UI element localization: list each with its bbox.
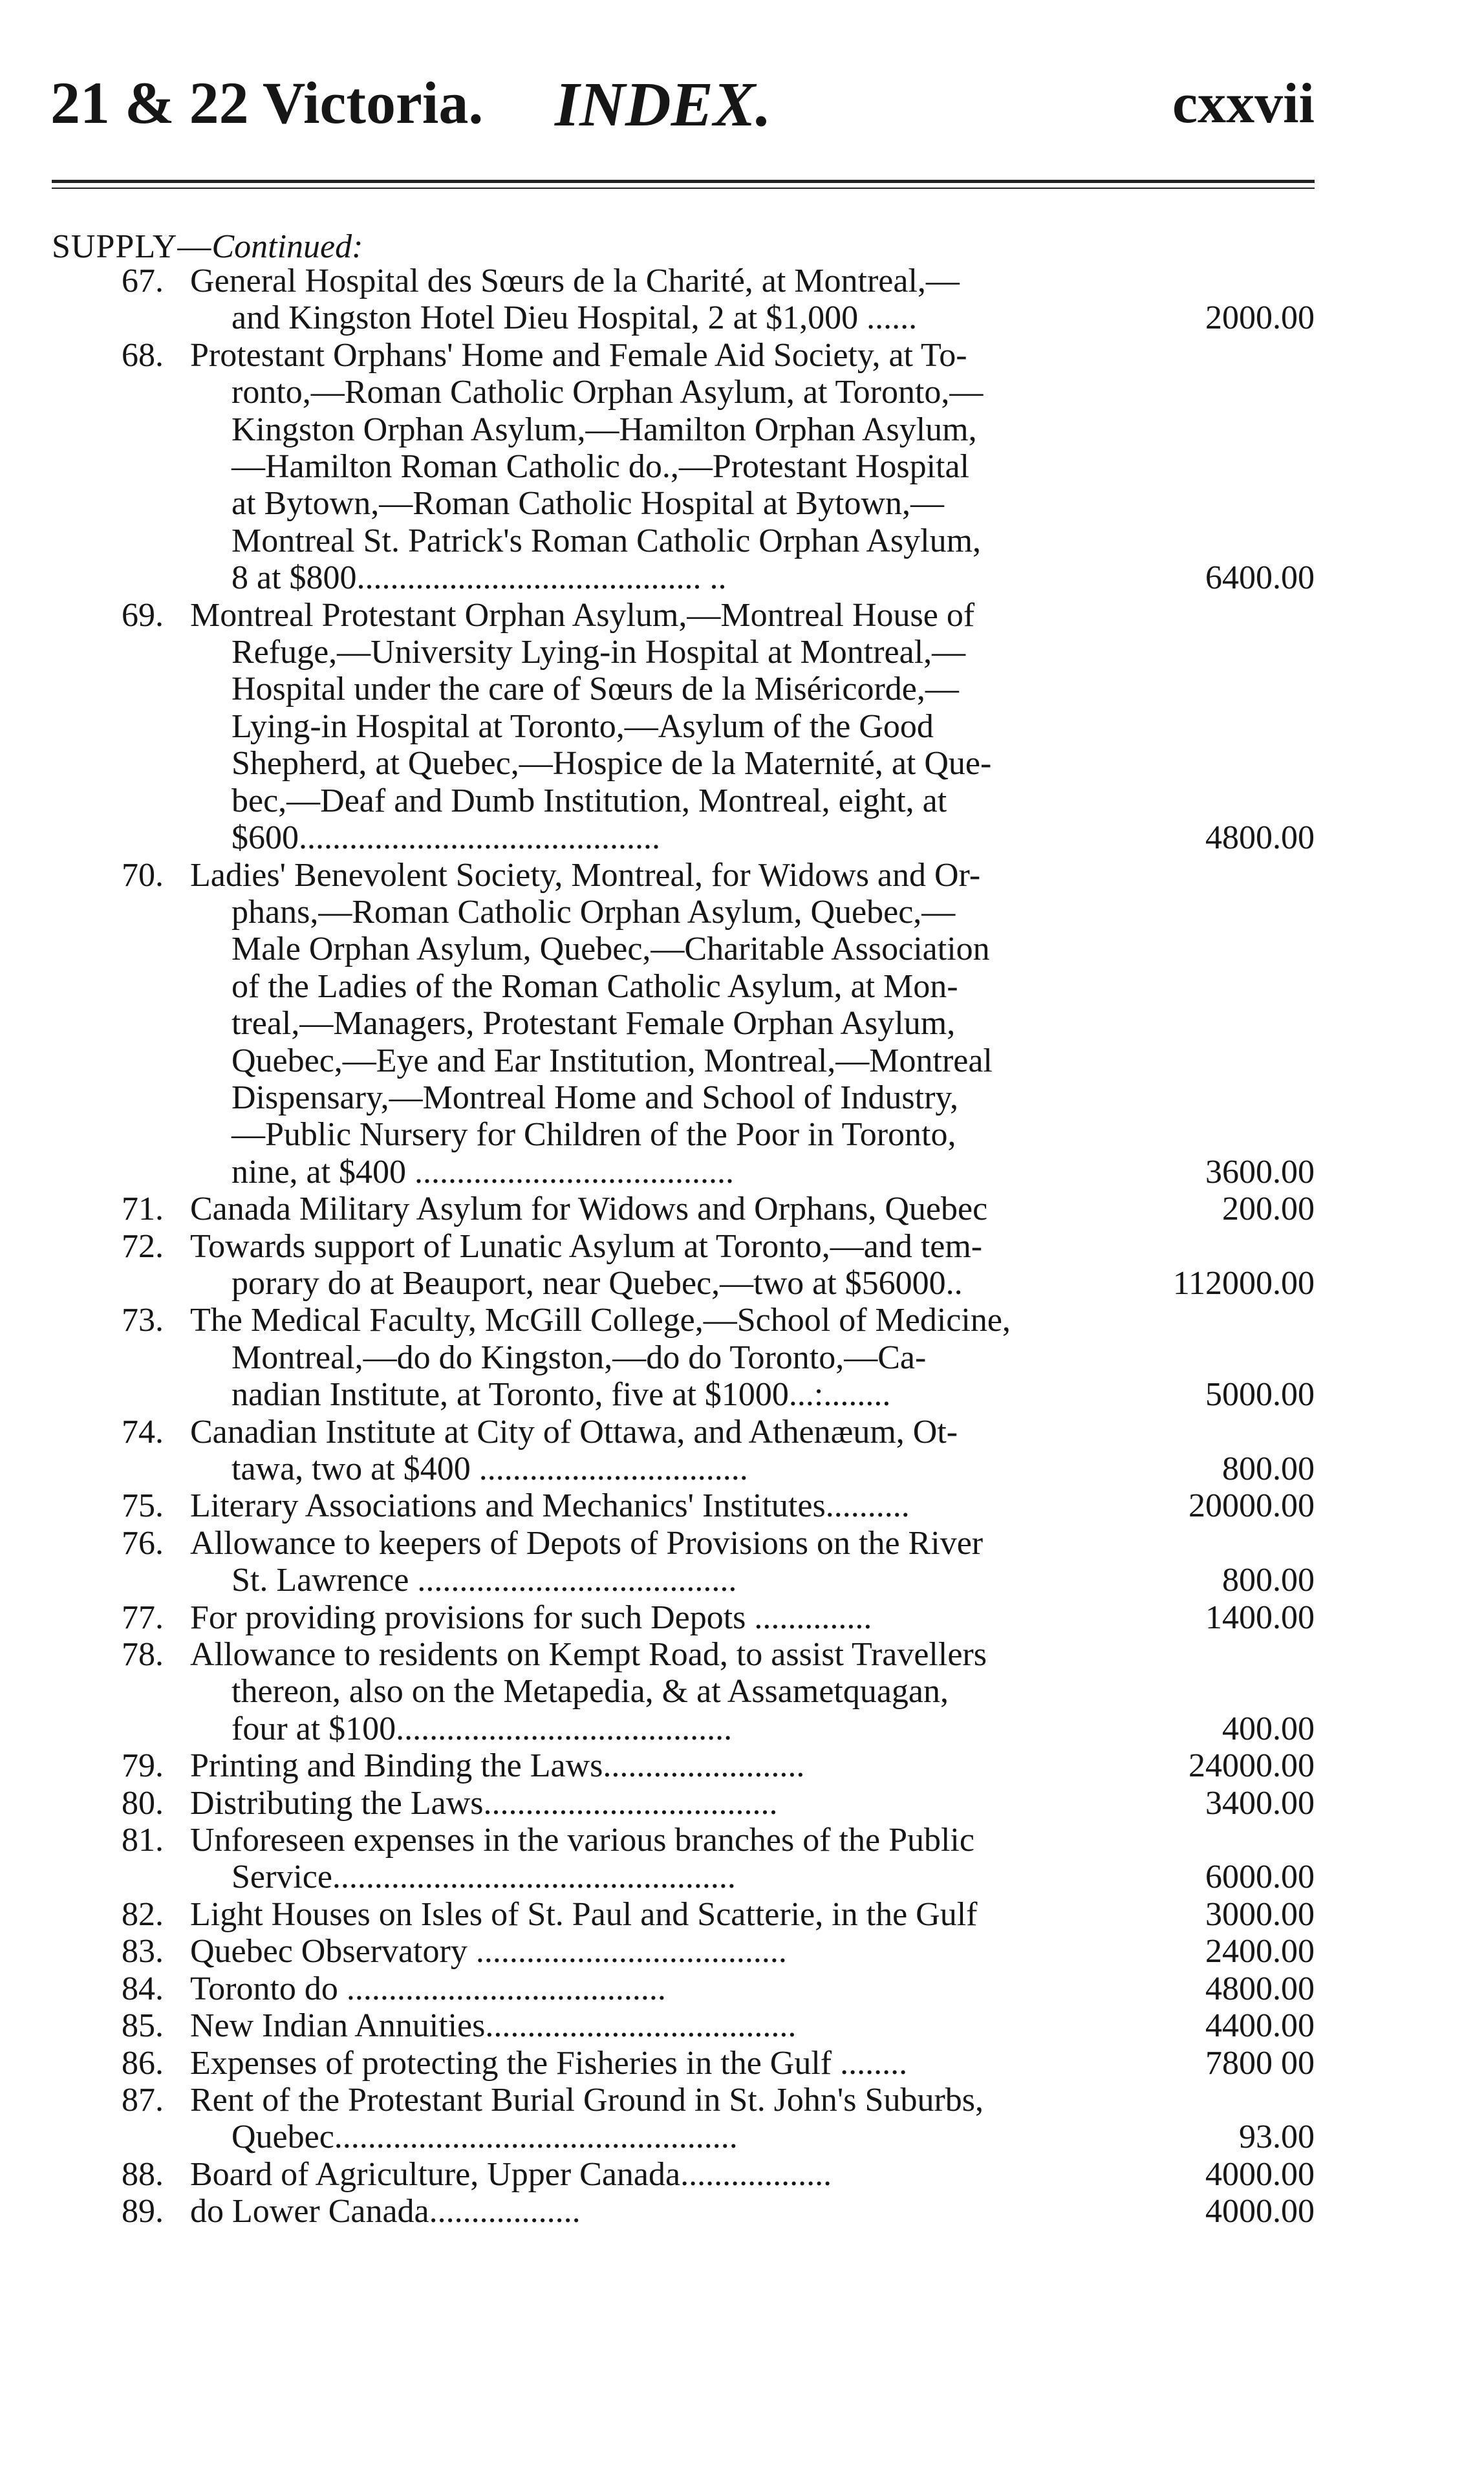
entry-line: —Hamilton Roman Catholic do.,—Protestant Hospital xyxy=(231,448,970,486)
entry-number: 69. xyxy=(122,596,164,634)
entry-amount: 3600.00 xyxy=(1205,1153,1315,1191)
entry-number: 77. xyxy=(122,1599,164,1636)
entry-line: Canadian Institute at City of Ottawa, and Athenæum, Ot- xyxy=(190,1413,958,1450)
entry-amount: 2400.00 xyxy=(1205,1933,1315,1970)
entry-description xyxy=(190,597,1108,857)
entry-line: Allowance to residents on Kempt Road, to assist Travellers xyxy=(190,1636,987,1674)
section-heading xyxy=(52,228,363,266)
entry-line: Dispensary,—Montreal Home and School of Industry, xyxy=(231,1079,959,1116)
entry-line: porary do at Beauport, near Quebec,—two at $56000.. xyxy=(231,1264,963,1302)
entry-number: 84. xyxy=(122,1970,164,2007)
entry-description xyxy=(190,2082,1108,2156)
running-header-title: INDEX. xyxy=(555,70,771,140)
entry-description xyxy=(190,263,1108,337)
entry-line: Printing and Binding the Laws........................ xyxy=(190,1747,805,1785)
entry-amount: 200.00 xyxy=(1222,1191,1315,1228)
entry-number: 89. xyxy=(122,2193,164,2230)
entry-line: Hospital under the care of Sœurs de la Miséricorde,— xyxy=(231,671,959,708)
entry-description xyxy=(190,1896,1108,1933)
entry-line: St. Lawrence ...................................... xyxy=(231,1562,737,1599)
entry-number: 72. xyxy=(122,1227,164,1265)
entry-amount: 800.00 xyxy=(1222,1562,1315,1599)
index-entry xyxy=(0,2193,1484,2230)
entry-description xyxy=(190,2045,1108,2082)
entry-line: New Indian Annuities..................................... xyxy=(190,2007,797,2045)
index-entry xyxy=(0,263,1484,337)
entry-description xyxy=(190,1747,1108,1784)
entry-description xyxy=(190,1302,1108,1413)
entry-description xyxy=(190,1191,1108,1227)
index-entry xyxy=(0,1414,1484,1488)
entry-line: Rent of the Protestant Burial Ground in St. John's Suburbs, xyxy=(190,2081,984,2119)
index-entry xyxy=(0,597,1484,857)
page-number: cxxvii xyxy=(1172,72,1315,135)
entry-line: 8 at $800......................................... .. xyxy=(231,559,727,597)
section-title: SUPPLY— xyxy=(52,228,212,265)
entry-line: General Hospital des Sœurs de la Charité, at Montreal,— xyxy=(190,263,960,299)
entry-description xyxy=(190,1970,1108,2007)
entry-description xyxy=(190,337,1108,597)
entry-line: Board of Agriculture, Upper Canada.................. xyxy=(190,2155,832,2193)
entry-line: at Bytown,—Roman Catholic Hospital at Bytown,— xyxy=(231,485,945,523)
entry-number: 83. xyxy=(122,1933,164,1970)
entry-number: 87. xyxy=(122,2081,164,2119)
entry-line: nine, at $400 ...................................... xyxy=(231,1153,735,1191)
entry-line: Quebec................................................ xyxy=(231,2119,738,2156)
index-entry xyxy=(0,1896,1484,1933)
entry-line: four at $100........................................ xyxy=(231,1710,733,1747)
entry-description xyxy=(190,2193,1108,2230)
index-entry xyxy=(0,1970,1484,2007)
entry-amount: 4800.00 xyxy=(1205,819,1315,857)
entry-amount: 112000.00 xyxy=(1172,1264,1315,1302)
entry-number: 68. xyxy=(122,336,164,374)
entry-amount: 5000.00 xyxy=(1205,1376,1315,1414)
entry-amount: 6000.00 xyxy=(1205,1859,1315,1896)
entry-amount: 800.00 xyxy=(1222,1450,1315,1487)
entry-description xyxy=(190,2007,1108,2044)
entry-description xyxy=(190,1487,1108,1524)
entry-number: 82. xyxy=(122,1895,164,1933)
entry-amount: 4400.00 xyxy=(1205,2007,1315,2045)
entry-line: Protestant Orphans' Home and Female Aid Society, at To- xyxy=(190,336,967,374)
entry-description xyxy=(190,1933,1108,1970)
entry-amount: 93.00 xyxy=(1239,2119,1315,2156)
index-entry xyxy=(0,1228,1484,1302)
index-entry xyxy=(0,857,1484,1191)
entry-number: 86. xyxy=(122,2044,164,2082)
entry-number: 81. xyxy=(122,1822,164,1859)
entry-amount: 1400.00 xyxy=(1205,1599,1315,1636)
entry-line: Unforeseen expenses in the various branches of the Public xyxy=(190,1822,974,1859)
entry-number: 79. xyxy=(122,1747,164,1785)
entry-number: 74. xyxy=(122,1413,164,1450)
index-entry xyxy=(0,1599,1484,1636)
entry-amount: 6400.00 xyxy=(1205,559,1315,597)
entry-number: 78. xyxy=(122,1636,164,1674)
entry-amount: 3000.00 xyxy=(1205,1895,1315,1933)
entry-number: 71. xyxy=(122,1191,164,1228)
entry-number: 73. xyxy=(122,1302,164,1339)
index-entry xyxy=(0,1191,1484,1227)
index-entry xyxy=(0,2082,1484,2156)
entry-line: The Medical Faculty, McGill College,—School of Medicine, xyxy=(190,1302,1011,1339)
index-entry xyxy=(0,1933,1484,1970)
entry-line: Male Orphan Asylum, Quebec,—Charitable Association xyxy=(231,931,990,968)
entry-amount: 4000.00 xyxy=(1205,2155,1315,2193)
entry-line: Quebec,—Eye and Ear Institution, Montreal,—Montreal xyxy=(231,1042,993,1079)
entry-amount: 400.00 xyxy=(1222,1710,1315,1747)
entry-line: nadian Institute, at Toronto, five at $1000...:........ xyxy=(231,1376,891,1414)
entry-description xyxy=(190,857,1108,1191)
entry-line: Kingston Orphan Asylum,—Hamilton Orphan Asylum, xyxy=(231,411,977,448)
entry-line: Ladies' Benevolent Society, Montreal, for Widows and Or- xyxy=(190,856,981,894)
entry-amount: 24000.00 xyxy=(1188,1747,1315,1785)
entry-line: Quebec Observatory ..................................... xyxy=(190,1933,787,1970)
entry-line: Distributing the Laws................................... xyxy=(190,1784,778,1822)
entry-line: Allowance to keepers of Depots of Provisions on the River xyxy=(190,1524,984,1562)
entry-line: Shepherd, at Quebec,—Hospice de la Maternité, at Que- xyxy=(231,745,992,782)
supply-entries-list xyxy=(0,263,1484,2230)
entry-line: phans,—Roman Catholic Orphan Asylum, Quebec,— xyxy=(231,893,956,931)
entry-line: Montreal Protestant Orphan Asylum,—Montreal House of xyxy=(190,596,975,634)
header-rule-thin xyxy=(52,188,1315,189)
entry-line: thereon, also on the Metapedia, & at Assametquagan, xyxy=(231,1673,949,1710)
entry-line: treal,—Managers, Protestant Female Orphan Asylum, xyxy=(231,1005,956,1042)
header-rule-thick xyxy=(52,180,1315,183)
entry-line: Toronto do ...................................... xyxy=(190,1970,666,2007)
index-entry xyxy=(0,1636,1484,1747)
index-entry xyxy=(0,1302,1484,1413)
entry-amount: 20000.00 xyxy=(1188,1487,1315,1525)
entry-amount: 4800.00 xyxy=(1205,1970,1315,2007)
entry-number: 75. xyxy=(122,1487,164,1525)
entry-description xyxy=(190,1599,1108,1636)
entry-amount: 2000.00 xyxy=(1205,299,1315,337)
entry-line: Refuge,—University Lying-in Hospital at Montreal,— xyxy=(231,634,966,671)
entry-line: tawa, two at $400 ................................ xyxy=(231,1450,748,1487)
entry-number: 67. xyxy=(122,263,164,299)
entry-amount: 4000.00 xyxy=(1205,2193,1315,2230)
entry-line: of the Ladies of the Roman Catholic Asylum, at Mon- xyxy=(231,967,958,1005)
entry-line: Service................................................ xyxy=(231,1859,736,1896)
index-entry xyxy=(0,2156,1484,2193)
entry-description xyxy=(190,1785,1108,1822)
entry-line: —Public Nursery for Children of the Poor in Toronto, xyxy=(231,1116,956,1154)
entry-line: Towards support of Lunatic Asylum at Toronto,—and tem- xyxy=(190,1227,983,1265)
entry-description xyxy=(190,1636,1108,1747)
entry-line: Lying-in Hospital at Toronto,—Asylum of the Good xyxy=(231,707,934,745)
entry-line: do Lower Canada.................. xyxy=(190,2193,581,2230)
index-entry xyxy=(0,337,1484,597)
index-entry xyxy=(0,1525,1484,1599)
index-entry xyxy=(0,2007,1484,2044)
index-entry xyxy=(0,1822,1484,1896)
entry-line: Light Houses on Isles of St. Paul and Scatterie, in the Gulf xyxy=(190,1895,978,1933)
entry-line: bec,—Deaf and Dumb Institution, Montreal, eight, at xyxy=(231,782,947,819)
entry-description xyxy=(190,1525,1108,1599)
entry-line: Expenses of protecting the Fisheries in the Gulf ........ xyxy=(190,2044,908,2082)
index-entry xyxy=(0,1487,1484,1524)
entry-description xyxy=(190,1414,1108,1488)
entry-line: Literary Associations and Mechanics' Institutes.......... xyxy=(190,1487,910,1525)
entry-line: $600........................................... xyxy=(231,819,660,857)
index-entry xyxy=(0,2045,1484,2082)
entry-amount: 7800 00 xyxy=(1205,2044,1315,2082)
entry-number: 70. xyxy=(122,856,164,894)
entry-line: Montreal,—do do Kingston,—do do Toronto,—Ca- xyxy=(231,1339,927,1376)
entry-description xyxy=(190,1822,1108,1896)
entry-description xyxy=(190,2156,1108,2193)
section-continued: Continued: xyxy=(211,228,363,265)
running-header-regnal-year: 21 & 22 Victoria. xyxy=(50,70,484,136)
entry-number: 76. xyxy=(122,1524,164,1562)
entry-number: 88. xyxy=(122,2155,164,2193)
entry-number: 80. xyxy=(122,1784,164,1822)
entry-line: ronto,—Roman Catholic Orphan Asylum, at Toronto,— xyxy=(231,374,984,411)
entry-description xyxy=(190,1228,1108,1302)
entry-line: Canada Military Asylum for Widows and Orphans, Quebec xyxy=(190,1191,988,1228)
entry-number: 85. xyxy=(122,2007,164,2045)
entry-line: Montreal St. Patrick's Roman Catholic Orphan Asylum, xyxy=(231,522,982,559)
entry-line: For providing provisions for such Depots .............. xyxy=(190,1599,872,1636)
entry-line: and Kingston Hotel Dieu Hospital, 2 at $1,000 ...... xyxy=(231,299,918,337)
entry-amount: 3400.00 xyxy=(1205,1784,1315,1822)
index-entry xyxy=(0,1785,1484,1822)
index-entry xyxy=(0,1747,1484,1784)
